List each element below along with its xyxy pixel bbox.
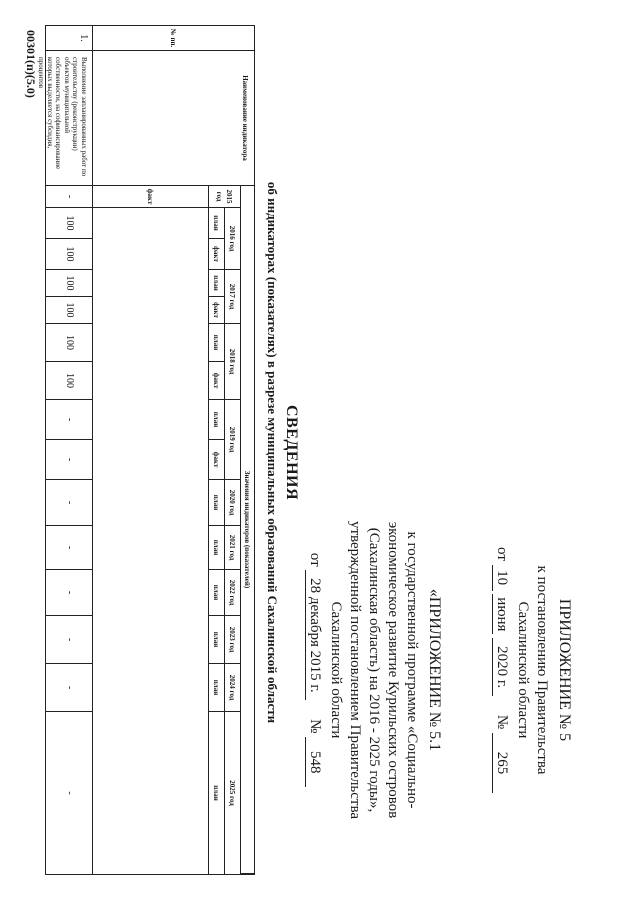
appendix-day: 10: [492, 565, 509, 591]
row-indicator-text: Выполнение запланированных работ по строительству (реконструкции) объектов муниципальной собственности, на софинансирование которых выделяется субсидия, процентов: [37, 57, 88, 177]
subheader-2024-plan: план: [208, 664, 224, 712]
subheader-2025-plan: план: [208, 712, 224, 874]
header-number: № пп.: [92, 26, 254, 51]
subheader-2018-fact: факт: [208, 362, 224, 400]
appendix-year: 2020 г.: [492, 638, 509, 696]
appendix-line-2: Сахалинской области: [515, 601, 531, 739]
value-2016-fact: 100: [46, 239, 92, 270]
year-header-2015: 2015 год: [208, 186, 240, 208]
value-2016-plan: 100: [46, 208, 92, 239]
appendix-from-label: от: [494, 547, 510, 561]
document-title: СВЕДЕНИЯ: [283, 404, 300, 501]
value-2017-fact: 100: [46, 297, 92, 324]
document-subtitle: об индикаторах (показателях) в разрезе муниципальных образований Сахалинской области: [265, 181, 280, 724]
appendix-number-label: №: [494, 714, 510, 730]
value-2018-fact: 100: [46, 362, 92, 400]
appendix-title: ПРИЛОЖЕНИЕ № 5: [556, 598, 573, 742]
subheader-2017-fact: факт: [208, 297, 224, 324]
value-2023-plan: -: [46, 616, 92, 664]
value-2020-plan: -: [46, 480, 92, 526]
value-2017-plan: 100: [46, 270, 92, 297]
year-header-2021: 2021 год: [224, 526, 240, 570]
value-2022-plan: -: [46, 570, 92, 616]
year-header-2024: 2024 год: [224, 664, 240, 712]
decree-line-4: утвержденной постановлением Правительства: [347, 520, 363, 820]
row-number: 1.: [46, 26, 92, 51]
header-indicator-values: Значения индикаторов (показателей): [240, 186, 254, 874]
subheader-2020-plan: план: [208, 480, 224, 526]
subheader-2017-plan: план: [208, 270, 224, 297]
appendix-month: июня: [492, 594, 509, 634]
year-header-2017: 2017 год: [224, 270, 240, 324]
subheader-2022-plan: план: [208, 570, 224, 616]
year-header-2022: 2022 год: [224, 570, 240, 616]
appendix-line-1: к постановлению Правительства: [534, 565, 550, 775]
decree-date-line: [305, 470, 324, 870]
year-header-2025: 2025 год: [224, 712, 240, 874]
decree-line-5: Сахалинской области: [328, 601, 344, 739]
decree-number: 548: [305, 737, 322, 787]
value-2024-plan: -: [46, 664, 92, 712]
subheader-2016-plan: план: [208, 208, 224, 239]
year-header-2016: 2016 год: [224, 208, 240, 270]
appendix-date-line: [492, 470, 511, 870]
value-2019-plan: -: [46, 400, 92, 440]
header-spacer: [92, 208, 208, 874]
appendix-block: [492, 470, 574, 870]
value-2019-fact: -: [46, 440, 92, 480]
decree-date: 28 декабря 2015 г.: [305, 570, 322, 700]
subheader-2023-plan: план: [208, 616, 224, 664]
decree-line-3: (Сахалинская область) на 2016 - 2025 годы»,: [366, 527, 382, 813]
value-2015-fact: -: [46, 186, 92, 208]
value-2025-plan: -: [64, 791, 75, 795]
decree-title: «ПРИЛОЖЕНИЕ № 5.1: [426, 588, 443, 752]
decree-line-2: экономическое развитие Курильских островов: [385, 521, 401, 819]
value-2021-plan: -: [46, 526, 92, 570]
indicators-table: [37, 25, 255, 875]
year-header-2018: 2018 год: [224, 324, 240, 400]
decree-from-label: от: [307, 552, 323, 567]
year-header-2023: 2023 год: [224, 616, 240, 664]
year-header-2020: 2020 год: [224, 480, 240, 526]
decree-block: [305, 470, 444, 870]
year-header-2019: 2019 год: [224, 400, 240, 480]
subheader-2016-fact: факт: [208, 239, 224, 270]
value-2018-plan: 100: [46, 324, 92, 362]
decree-number-label: №: [307, 719, 323, 734]
appendix-number: 265: [492, 733, 509, 793]
subheader-2021-plan: план: [208, 526, 224, 570]
subheader-2015-fact: факт: [92, 186, 208, 208]
decree-line-1: к государственной программе «Социально-: [404, 531, 420, 809]
subheader-2019-fact: факт: [208, 440, 224, 480]
footer-form-code: 00301(п)(5.0): [24, 30, 38, 98]
subheader-2019-plan: план: [208, 400, 224, 440]
header-indicator-name: Наименование индикатора: [92, 51, 254, 186]
row-indicator-name: [37, 51, 92, 186]
subheader-2018-plan: план: [208, 324, 224, 362]
